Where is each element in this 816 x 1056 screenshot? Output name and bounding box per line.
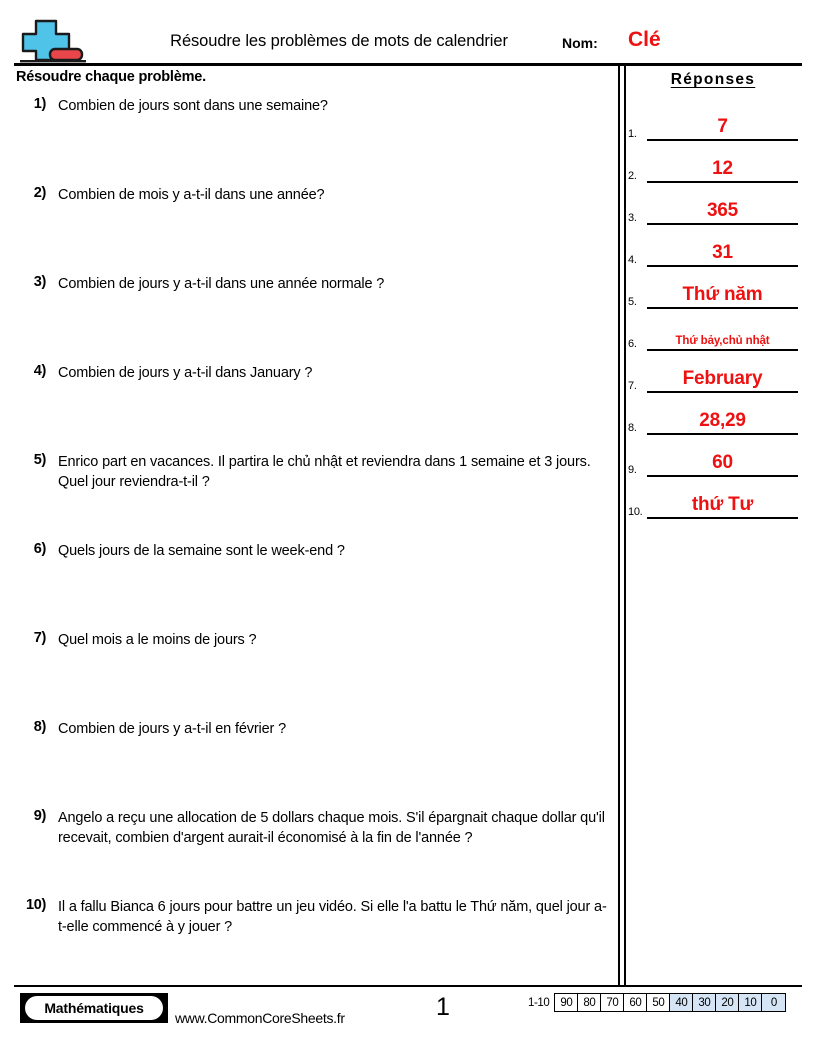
question-number: 6) — [33, 541, 46, 557]
answer-value: 7 — [717, 116, 728, 137]
answer-row — [628, 269, 798, 309]
question-number: 10) — [25, 897, 46, 913]
answer-blank-line — [647, 349, 798, 351]
answer-value: thứ Tư — [691, 494, 754, 515]
answer-blank-line — [647, 517, 798, 519]
answer-blank-line — [647, 265, 798, 267]
scale-cell: 20 — [716, 994, 739, 1011]
answer-value: Thứ bảy,chủ nhật — [675, 335, 770, 347]
grading-scale — [528, 993, 786, 1012]
question-item — [14, 630, 614, 650]
answer-number: 2. — [628, 170, 637, 182]
answer-value: Thứ năm — [682, 284, 763, 305]
name-value: Clé — [628, 28, 661, 51]
answer-blank-line — [647, 391, 798, 393]
answer-number: 8. — [628, 422, 637, 434]
question-item — [14, 274, 614, 294]
answer-row — [628, 395, 798, 435]
answer-number: 7. — [628, 380, 637, 392]
question-item — [14, 719, 614, 739]
question-item — [14, 185, 614, 205]
question-item — [14, 808, 614, 848]
question-text: Combien de jours sont dans une semaine? — [58, 98, 328, 114]
question-number: 4) — [33, 363, 46, 379]
answer-row — [628, 185, 798, 225]
question-text: Combien de jours y a-t-il en février ? — [58, 721, 287, 737]
header-divider-rule — [14, 63, 802, 66]
scale-cells — [554, 993, 786, 1012]
question-item — [14, 897, 614, 937]
divider-line-right — [624, 66, 626, 985]
question-item — [14, 452, 614, 492]
question-item — [14, 363, 614, 383]
answer-blank-line — [647, 307, 798, 309]
divider-line-left — [618, 66, 620, 985]
question-number: 8) — [33, 719, 46, 735]
worksheet-header — [14, 14, 802, 64]
answer-row — [628, 479, 798, 519]
answer-value: 28,29 — [699, 410, 746, 431]
answer-number: 6. — [628, 338, 637, 350]
answer-row — [628, 353, 798, 393]
scale-cell: 40 — [670, 994, 693, 1011]
answer-row — [628, 227, 798, 267]
name-label: Nom: — [562, 35, 598, 51]
question-text: Combien de mois y a-t-il dans une année? — [58, 187, 325, 203]
answer-value: 31 — [712, 242, 733, 263]
answer-blank-line — [647, 223, 798, 225]
instruction-text: Résoudre chaque problème. — [16, 69, 206, 85]
answer-value: 12 — [712, 158, 733, 179]
question-number: 3) — [33, 274, 46, 290]
question-number: 9) — [33, 808, 46, 824]
scale-cell: 30 — [693, 994, 716, 1011]
page-title: Résoudre les problèmes de mots de calendrier — [170, 32, 508, 50]
question-number: 5) — [33, 452, 46, 468]
question-text: Enrico part en vacances. Il partira le chủ nhật et reviendra dans 1 semaine et 3 jours. Quel jour reviendra-t-il ? — [58, 454, 591, 490]
answer-number: 3. — [628, 212, 637, 224]
answer-number: 5. — [628, 296, 637, 308]
question-number: 1) — [33, 96, 46, 112]
scale-cell: 10 — [739, 994, 762, 1011]
scale-range-label: 1-10 — [528, 996, 550, 1009]
site-url: www.CommonCoreSheets.fr — [175, 1010, 345, 1026]
question-text: Angelo a reçu une allocation de 5 dollars chaque mois. S'il épargnait chaque dollar qu'il recevait, combien d'argent aurait-il économisé à la fin de l'année ? — [58, 810, 605, 846]
brand-badge — [20, 993, 168, 1023]
answer-blank-line — [647, 433, 798, 435]
answer-blank-line — [647, 181, 798, 183]
answer-blank-line — [647, 139, 798, 141]
column-divider — [618, 66, 627, 985]
answer-value: 60 — [712, 452, 733, 473]
question-text: Quel mois a le moins de jours ? — [58, 632, 257, 648]
answer-number: 10. — [628, 506, 643, 518]
question-number: 7) — [33, 630, 46, 646]
answer-number: 9. — [628, 464, 637, 476]
page-number: 1 — [436, 993, 450, 1021]
scale-cell: 60 — [624, 994, 647, 1011]
answer-row — [628, 101, 798, 141]
question-text: Quels jours de la semaine sont le week-end ? — [58, 543, 345, 559]
question-text: Il a fallu Bianca 6 jours pour battre un jeu vidéo. Si elle l'a battu le Thứ năm, quel jour a-t-elle commencé à y jouer ? — [58, 899, 607, 935]
scale-cell: 70 — [601, 994, 624, 1011]
question-text: Combien de jours y a-t-il dans une année normale ? — [58, 276, 385, 292]
answer-row — [628, 437, 798, 477]
scale-cell: 0 — [762, 994, 785, 1011]
answer-value: February — [682, 368, 763, 389]
question-text: Combien de jours y a-t-il dans January ? — [58, 365, 313, 381]
plus-minus-math-logo-icon — [18, 18, 90, 64]
answer-number: 4. — [628, 254, 637, 266]
question-item — [14, 541, 614, 561]
question-number: 2) — [33, 185, 46, 201]
question-item — [14, 96, 614, 116]
footer-divider-rule — [14, 985, 802, 987]
scale-cell: 90 — [555, 994, 578, 1011]
scale-cell: 80 — [578, 994, 601, 1011]
answers-heading: Réponses — [670, 71, 756, 88]
answer-value: 365 — [706, 200, 739, 221]
answer-row — [628, 143, 798, 183]
scale-cell: 50 — [647, 994, 670, 1011]
answer-blank-line — [647, 475, 798, 477]
answer-row — [628, 311, 798, 351]
answer-number: 1. — [628, 128, 637, 140]
brand-label: Mathématiques — [25, 996, 163, 1020]
